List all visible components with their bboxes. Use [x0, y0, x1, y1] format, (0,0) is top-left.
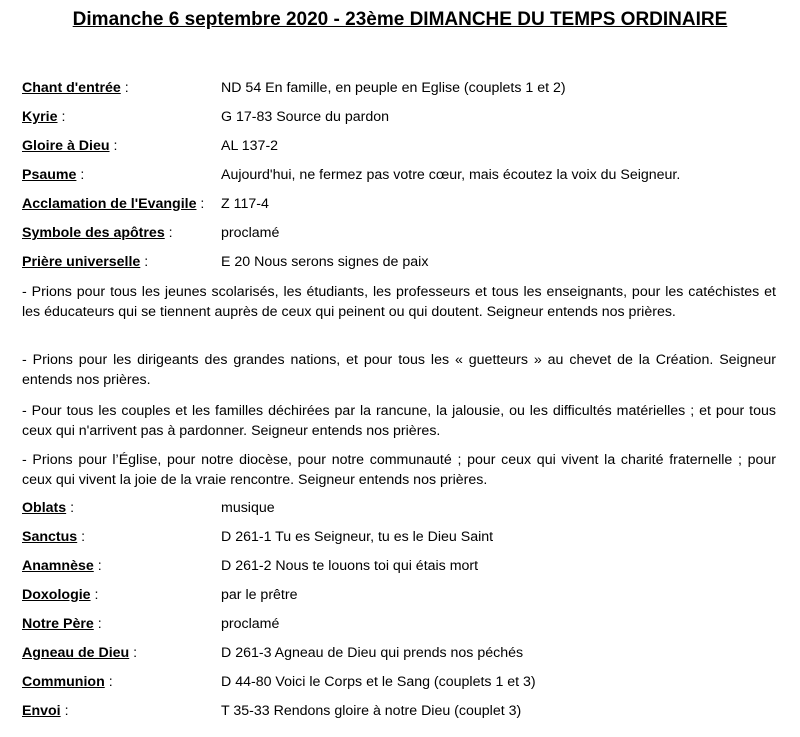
item-oblats [22, 499, 74, 517]
item-separator: : [90, 587, 99, 603]
item-label: Notre Père [22, 616, 94, 632]
item-label: Envoi [22, 703, 61, 719]
item-notre-pere [22, 615, 102, 633]
item-separator: : [57, 109, 66, 125]
item-communion [22, 673, 113, 691]
item-separator: : [104, 674, 113, 690]
item-value: Z 117-4 [221, 196, 269, 212]
prayer-intention: - Prions pour l’Église, pour notre diocèse, pour notre communauté ; pour ceux qui vivent la charité fraternelle ; pour ceux qui vivent la joie de la vraie rencontre. Seigneur entends nos prières. [22, 452, 776, 488]
item-value: ND 54 En famille, en peuple en Eglise (couplets 1 et 2) [221, 80, 566, 96]
prayer-intention: - Pour tous les couples et les familles déchirées par la rancune, la jalousie, ou les difficultés matérielles ; et pour tous ceux qui n'arrivent pas à pardonner. Seigneur entends nos prières. [22, 403, 776, 439]
item-value: G 17-83 Source du pardon [221, 109, 389, 125]
item-symbole [22, 224, 173, 242]
item-value: proclamé [221, 225, 280, 241]
item-chant-entree [22, 79, 129, 97]
item-label: Kyrie [22, 109, 58, 125]
item-agneau [22, 644, 137, 662]
item-envoi [22, 702, 69, 720]
item-separator: : [129, 645, 138, 661]
item-separator: : [120, 80, 129, 96]
item-label: Agneau de Dieu [22, 645, 130, 661]
item-doxologie [22, 586, 98, 604]
item-value: D 261-2 Nous te louons toi qui étais mort [221, 558, 479, 574]
item-label: Gloire à Dieu [22, 138, 110, 154]
item-anamnese [22, 557, 102, 575]
item-value: AL 137-2 [221, 138, 279, 154]
item-label: Oblats [22, 500, 67, 516]
item-separator: : [196, 196, 205, 212]
item-separator: : [109, 138, 118, 154]
item-value: E 20 Nous serons signes de paix [221, 254, 429, 270]
item-gloire [22, 137, 117, 155]
item-separator: : [164, 225, 173, 241]
item-label: Communion [22, 674, 105, 690]
prayer-intention: - Prions pour tous les jeunes scolarisés, les étudiants, les professeurs et tous les enseignants, pour les catéchistes et les éducateurs qui se tiennent auprès de ceux qui peinent ou qui doutent. Seigneur entends nos prières. [22, 284, 776, 320]
item-separator: : [60, 703, 69, 719]
item-psaume [22, 166, 84, 184]
item-label: Doxologie [22, 587, 91, 603]
item-value: D 44-80 Voici le Corps et le Sang (couplets 1 et 3) [221, 674, 536, 690]
item-value: musique [221, 500, 275, 516]
item-label: Anamnèse [22, 558, 94, 574]
item-value: par le prêtre [221, 587, 298, 603]
item-label: Chant d'entrée [22, 80, 121, 96]
item-label: Sanctus [22, 529, 78, 545]
item-value: D 261-3 Agneau de Dieu qui prends nos péchés [221, 645, 524, 661]
item-value: proclamé [221, 616, 280, 632]
item-separator: : [140, 254, 149, 270]
item-kyrie [22, 108, 65, 126]
item-separator: : [66, 500, 75, 516]
item-label: Prière universelle [22, 254, 141, 270]
item-separator: : [93, 558, 102, 574]
item-value: T 35-33 Rendons gloire à notre Dieu (couplet 3) [221, 703, 522, 719]
prayer-intention: - Prions pour les dirigeants des grandes nations, et pour tous les « guetteurs » au chevet de la Création. Seigneur entends nos prières. [22, 352, 776, 388]
item-acclamation [22, 195, 204, 213]
item-value: D 261-1 Tu es Seigneur, tu es le Dieu Saint [221, 529, 494, 545]
item-value: Aujourd'hui, ne fermez pas votre cœur, mais écoutez la voix du Seigneur. [221, 167, 681, 183]
page-title: Dimanche 6 septembre 2020 - 23ème DIMANCHE DU TEMPS ORDINAIRE [72, 9, 728, 30]
item-priere [22, 253, 148, 271]
item-sanctus [22, 528, 85, 546]
item-separator: : [77, 529, 86, 545]
item-label: Symbole des apôtres [22, 225, 165, 241]
item-separator: : [93, 616, 102, 632]
item-label: Acclamation de l'Evangile [22, 196, 197, 212]
item-separator: : [76, 167, 85, 183]
item-label: Psaume [22, 167, 77, 183]
